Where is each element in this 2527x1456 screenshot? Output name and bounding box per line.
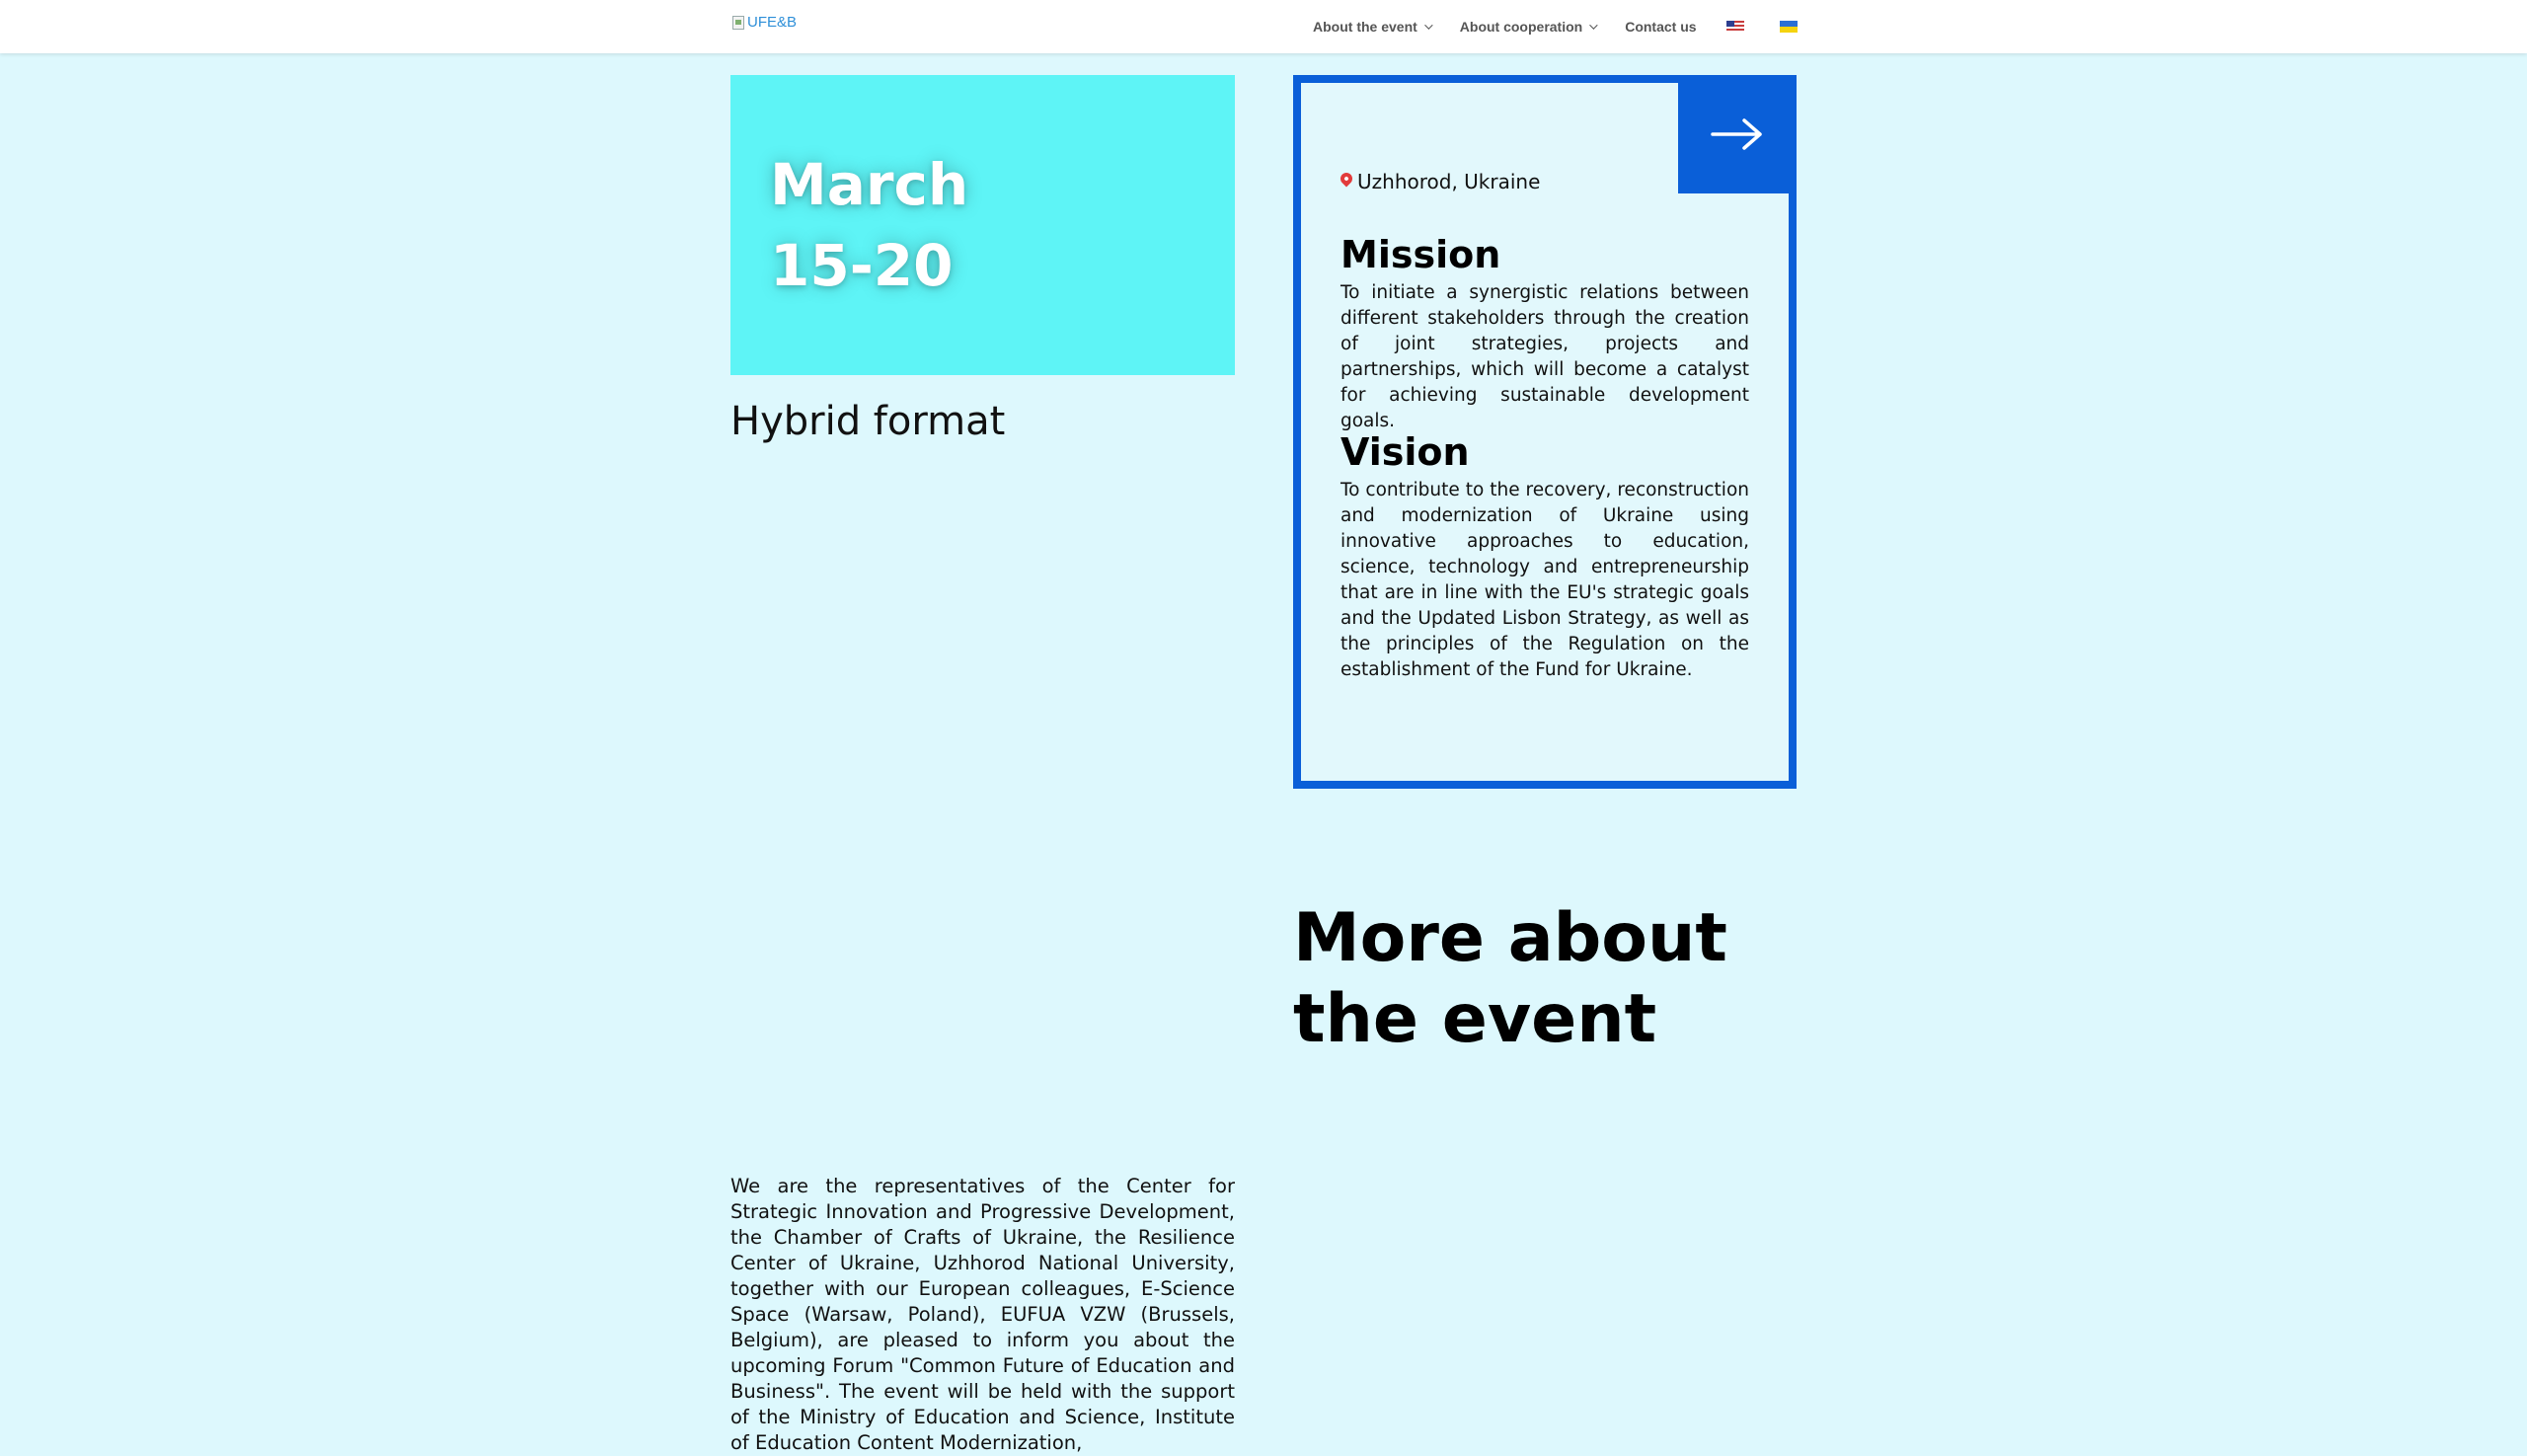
event-format: Hybrid format bbox=[730, 399, 1006, 444]
broken-image-icon bbox=[732, 16, 744, 30]
site-logo[interactable] bbox=[732, 14, 797, 31]
main-nav bbox=[1313, 0, 1833, 53]
mission-title: Mission bbox=[1340, 233, 1501, 276]
logo-alt-text: UFE&B bbox=[747, 14, 798, 31]
nav-about-cooperation[interactable] bbox=[1460, 19, 1595, 35]
us-flag-icon[interactable] bbox=[1726, 21, 1744, 33]
event-date bbox=[770, 144, 968, 306]
chevron-down-icon bbox=[1424, 21, 1432, 29]
mission-vision-card bbox=[1293, 75, 1797, 789]
event-date-block bbox=[730, 75, 1235, 375]
nav-about-event[interactable] bbox=[1313, 19, 1430, 35]
chevron-down-icon bbox=[1589, 21, 1597, 29]
nav-contact[interactable] bbox=[1625, 19, 1696, 35]
vision-text: To contribute to the recovery, reconstruction and modernization of Ukraine using innovative approaches to education, science, technology and entrepreneurship that are in line with the EU's strategic goals and the Updated Lisbon Strategy, as well as the principles of the Regulation on the establishment of the Fund for Ukraine. bbox=[1340, 480, 1749, 680]
nav-about-event-label: About the event bbox=[1313, 19, 1417, 35]
nav-about-cooperation-label: About cooperation bbox=[1459, 19, 1583, 35]
nav-contact-label: Contact us bbox=[1625, 19, 1697, 35]
location-pin-icon bbox=[1339, 171, 1355, 188]
arrow-right-icon bbox=[1711, 117, 1764, 151]
event-days: 15-20 bbox=[770, 232, 954, 299]
intro-text: We are the representatives of the Center for Strategic Innovation and Progressive Development, the Chamber of Crafts of Ukraine, the Resilience Center of Ukraine, Uzhhorod National University, together with our European colleagues, E-Science Space (Warsaw, Poland), EUFUA VZW (Brussels, Belgium), are pleased to inform you about the upcoming Forum "Common Future of Education and Business". The event will be held with the support of the Ministry of Education and Science, Institute of Education Content Modernization, bbox=[730, 1175, 1235, 1454]
site-header bbox=[0, 0, 2527, 53]
location-text: Uzhhorod, Ukraine bbox=[1357, 170, 1541, 193]
event-month: March bbox=[770, 151, 969, 218]
arrow-button[interactable] bbox=[1678, 75, 1797, 193]
ua-flag-icon[interactable] bbox=[1780, 21, 1798, 33]
mission-text: To initiate a synergistic relations between different stakeholders through the creation of joint strategies, projects and partnerships, which will become a catalyst for achieving sustainable development goals. bbox=[1340, 282, 1749, 431]
vision-title: Vision bbox=[1340, 430, 1470, 474]
event-location bbox=[1340, 170, 1540, 193]
more-about-title: More about the event bbox=[1293, 899, 1727, 1058]
